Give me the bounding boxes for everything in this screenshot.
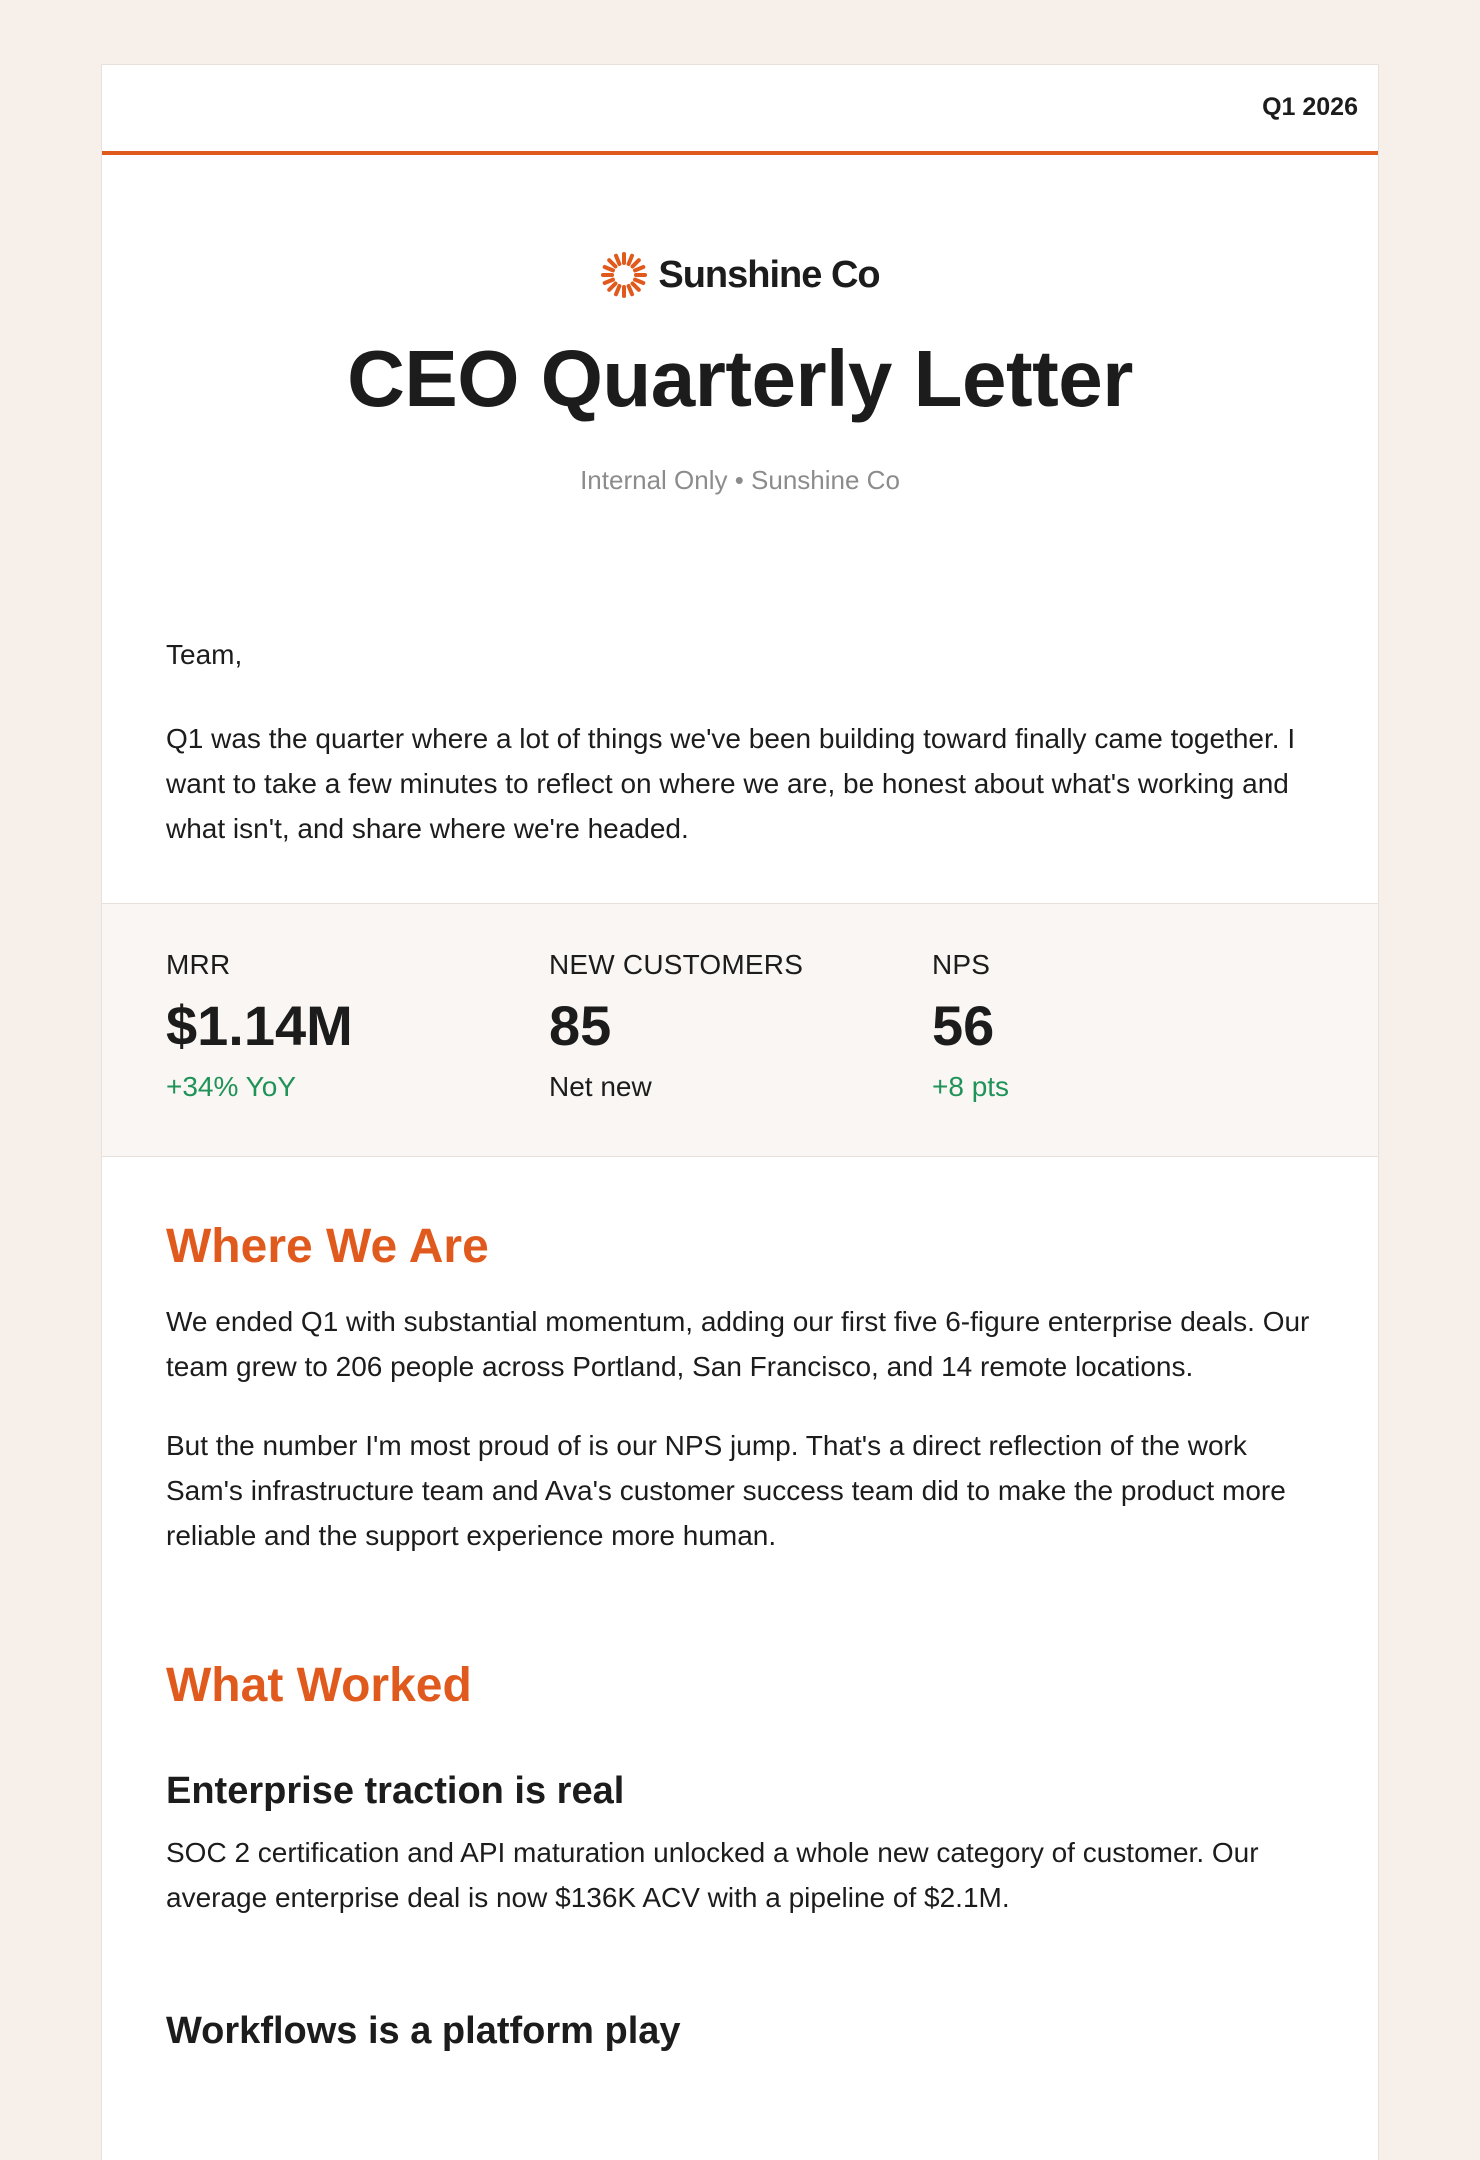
page-subtitle: Internal Only • Sunshine Co (580, 465, 900, 495)
metric-value: 56 (932, 994, 995, 1057)
section-what-worked (102, 1658, 1378, 2054)
page-title: CEO Quarterly Letter (347, 334, 1133, 423)
intro-paragraph: Q1 was the quarter where a lot of things we've been building toward finally came together. I want to take a few minutes to reflect on where we are, be honest about what's working and what isn't, and share where we're headed. (166, 723, 1296, 844)
metric-nps (932, 948, 1009, 1104)
metric-value: $1.14M (166, 994, 353, 1057)
subsection-heading: Workflows is a platform play (166, 2010, 681, 2052)
metric-label: NPS (932, 949, 991, 980)
intro (102, 638, 1378, 851)
section-where-we-are (102, 1219, 1378, 1558)
section-paragraph: But the number I'm most proud of is our NPS jump. That's a direct reflection of the work Sam's infrastructure team and Ava's customer success team did to make the product more reliable and the support experience more human. (166, 1430, 1286, 1551)
section-paragraph: We ended Q1 with substantial momentum, adding our first five 6-figure enterprise deals. Our team grew to 206 people across Portland, San Francisco, and 14 remote locations. (166, 1306, 1310, 1382)
brand-name: Sunshine Co (658, 253, 880, 296)
greeting: Team, (166, 639, 243, 670)
metrics-strip (102, 903, 1378, 1157)
metric-label: NEW CUSTOMERS (549, 949, 804, 980)
metric-label: MRR (166, 949, 231, 980)
letter-card (101, 64, 1379, 2160)
metric-note: +8 pts (932, 1071, 1010, 1102)
section-heading: Where We Are (166, 1220, 489, 1273)
section-heading: What Worked (166, 1659, 472, 1712)
metric-mrr (166, 948, 353, 1104)
sun-icon (600, 251, 648, 299)
metric-note: Net new (549, 1071, 652, 1102)
brand-logo (102, 251, 1378, 299)
subsection-paragraph: SOC 2 certification and API maturation unlocked a whole new category of customer. Our average enterprise deal is now $136K ACV with a pipeline of $2.1M. (166, 1837, 1259, 1913)
metric-note: +34% YoY (166, 1071, 297, 1102)
subsection-heading: Enterprise traction is real (166, 1770, 625, 1812)
metric-value: 85 (549, 994, 612, 1057)
quarter-tag: Q1 2026 (1262, 93, 1358, 121)
metric-new-customers (549, 948, 803, 1104)
letter-header-bar (102, 65, 1378, 155)
